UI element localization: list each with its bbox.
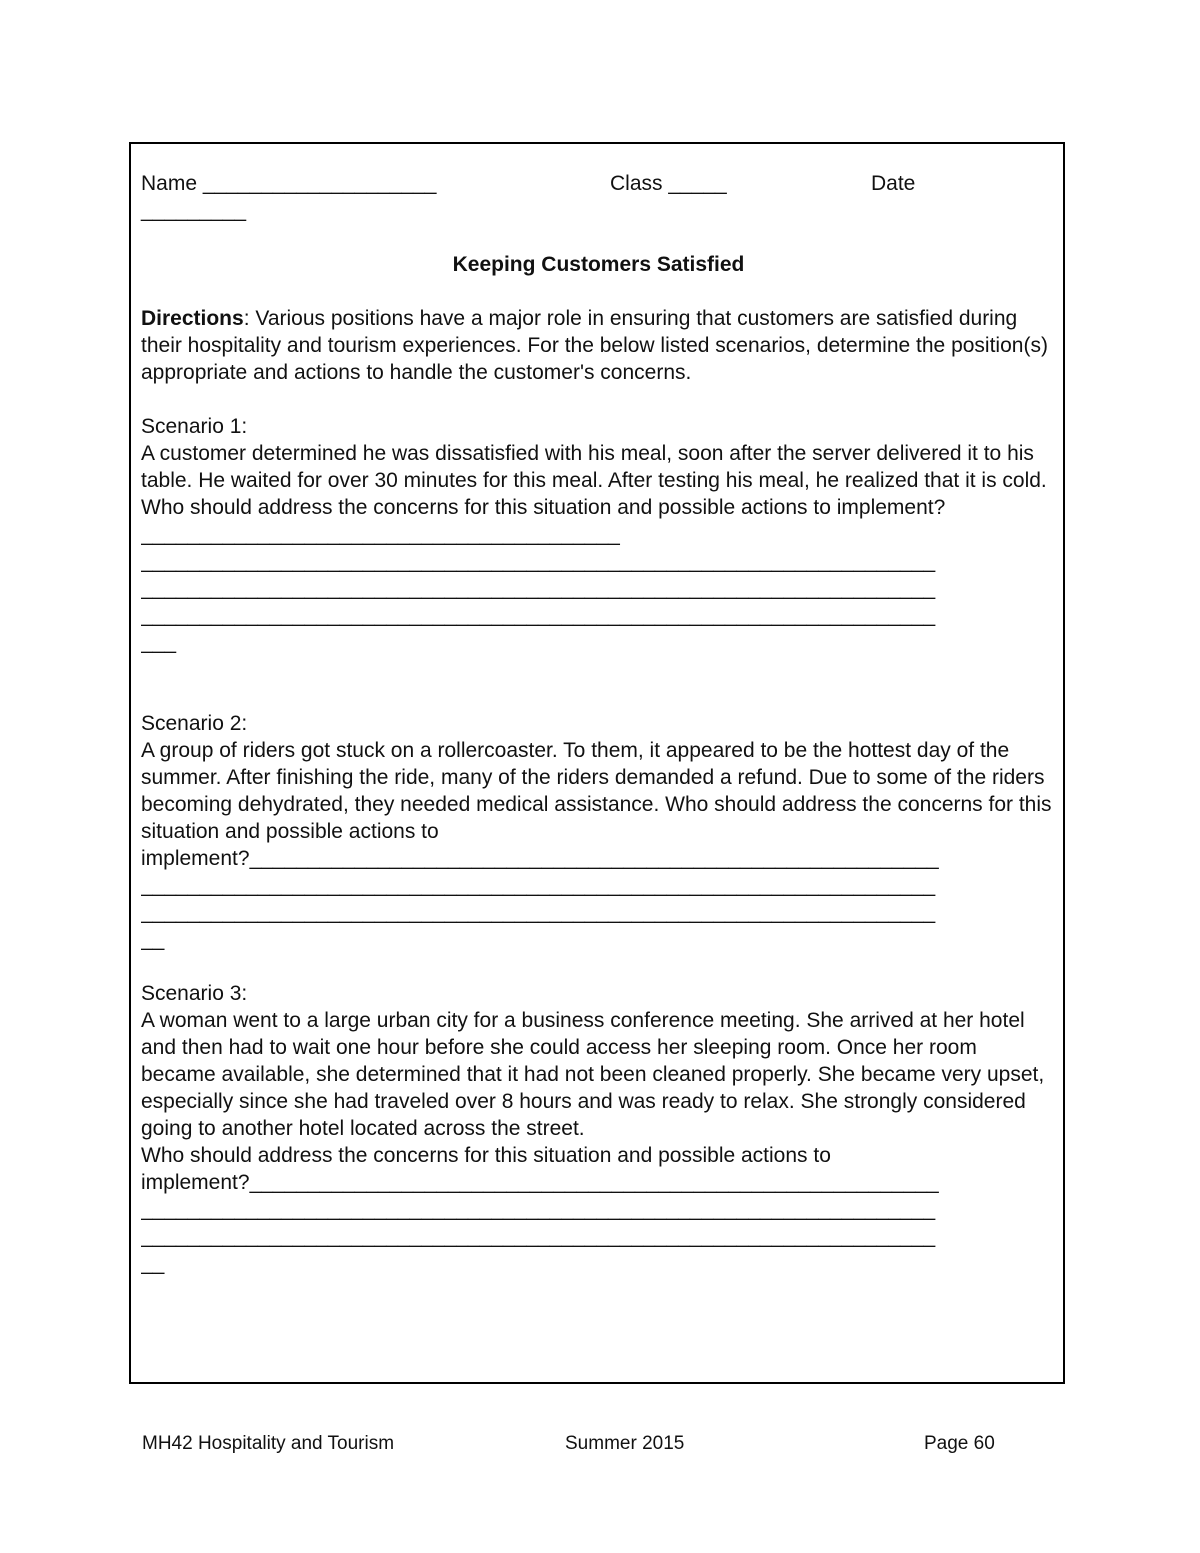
scenario-2-answer-line[interactable]: ____________________________________________________________________ (141, 874, 936, 897)
scenario-1-answer-line[interactable]: ____________________________________________________________________ (141, 550, 936, 573)
scenario-2-prompt-line (141, 845, 1056, 872)
student-info-line (141, 170, 1056, 197)
date-label: Date (871, 172, 916, 195)
scenario-1-answer-line[interactable]: ____________________________________________________________________ (141, 577, 936, 600)
scenario-3-answer-start[interactable]: ___________________________________________________________ (249, 1171, 939, 1194)
directions-text: : Various positions have a major role in ensuring that customers are satisfied during their hospitality and tourism experiences. For the below listed scenarios, determine the position(s) appropriate and actions to handle the customer's concerns. (141, 307, 1048, 384)
scenario-2-text: A group of riders got stuck on a rollercoaster. To them, it appeared to be the hottest day of the summer. After finishing the ride, many of the riders demanded a refund. Due to some of the riders becoming dehydrated, they needed medical assistance. Who should address the concerns for this situation and possible actions to (141, 739, 1052, 843)
scenario-3-heading: Scenario 3: (141, 982, 248, 1005)
date-field[interactable]: _________ (141, 199, 247, 222)
scenario-2-heading: Scenario 2: (141, 712, 248, 735)
scenario-1-answer-start[interactable]: _________________________________________ (141, 523, 620, 546)
scenario-2-answer-line[interactable]: ____________________________________________________________________ (141, 901, 936, 924)
scenario-3-answer-line[interactable]: ____________________________________________________________________ (141, 1225, 936, 1248)
scenario-2-answer-end[interactable]: __ (141, 928, 165, 951)
scenario-3-answer-end[interactable]: __ (141, 1252, 165, 1275)
footer-course: MH42 Hospitality and Tourism (142, 1433, 395, 1454)
footer-page-number: Page 60 (924, 1433, 995, 1454)
scenario-3-question: Who should address the concerns for this situation and possible actions to (141, 1144, 831, 1167)
scenario-1-answer-end[interactable]: ___ (141, 631, 177, 654)
scenario-1-answer-line[interactable]: ____________________________________________________________________ (141, 604, 936, 627)
scenario-2-answer-start[interactable]: ___________________________________________________________ (249, 847, 939, 870)
directions-label: Directions (141, 307, 244, 330)
worksheet-title: Keeping Customers Satisfied (452, 253, 745, 276)
scenario-3-implement: implement? (141, 1171, 250, 1194)
spacer (141, 656, 1056, 710)
worksheet-content (141, 170, 1056, 1277)
scenario-1-body (141, 440, 1056, 548)
scenario-2-implement: implement? (141, 847, 250, 870)
scenario-3-answer-line[interactable]: ____________________________________________________________________ (141, 1198, 936, 1221)
scenario-3-text: A woman went to a large urban city for a business conference meeting. She arrived at her hotel and then had to wait one hour before she could access her sleeping room. Once her room became available, she determined that it had not been cleaned properly. She became very upset, especially since she had traveled over 8 hours and was ready to relax. She strongly considered going to another hotel located across the street. (141, 1009, 1045, 1140)
directions (141, 305, 1056, 386)
name-field[interactable]: Name ____________________ (141, 172, 437, 195)
scenario-1-text: A customer determined he was dissatisfied with his meal, soon after the server delivered it to his table. He waited for over 30 minutes for this meal. After testing his meal, he realized that it is cold. Who should address the concerns for this situation and possible actions to implement? (141, 442, 1047, 519)
class-field[interactable]: Class _____ (610, 172, 727, 195)
scenario-3-prompt-line (141, 1169, 1056, 1196)
footer-term: Summer 2015 (565, 1433, 685, 1454)
scenario-1-heading: Scenario 1: (141, 415, 248, 438)
